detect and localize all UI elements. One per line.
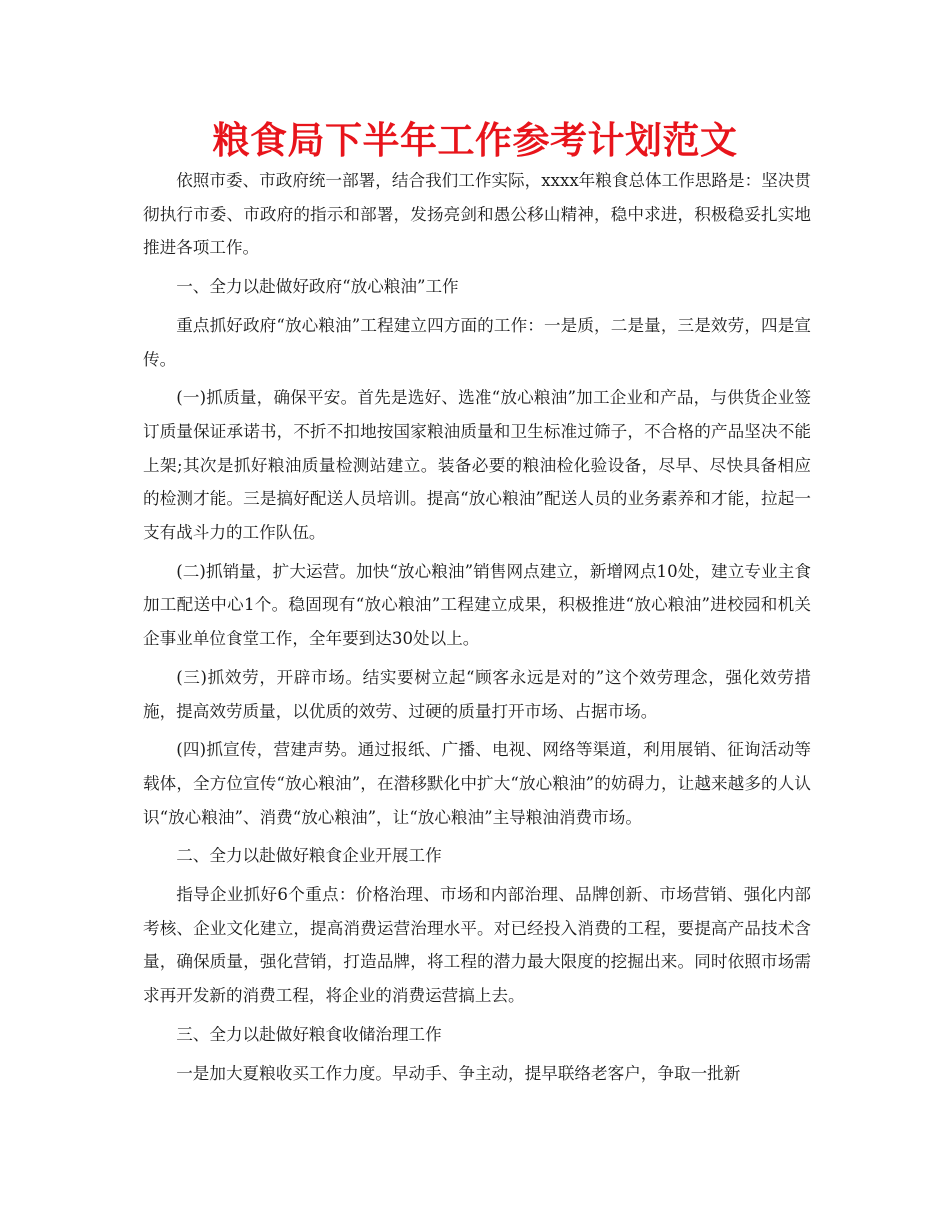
paragraph-intro: 依照市委、市政府统一部署，结合我们工作实际，xxxx年粮食总体工作思路是：坚决贯彻执行市委、市政府的指示和部署，发扬亮剑和愚公移山精神，稳中求进，积极稳妥扎实地推进各项工作。 [143,171,811,258]
paragraph: 一是加大夏粮收买工作力度。早动手、争主动，提早联络老客户，争取一批新 [176,1063,741,1083]
paragraph: (一)抓质量，确保平安。首先是选好、选准“放心粮油”加工企业和产品，与供货企业签订质量保证承诺书，不折不扣地按国家粮油质量和卫生标准过筛子，不合格的产品坚决不能上架;其次是抓好粮油质量检测站建立。装备必要的粮油检化验设备，尽早、尽快具备相应的检测才能。三是搞好配送人员培训。提高“放心粮油”配送人员的业务素养和才能，拉起一支有战斗力的工作队伍。 [143,388,811,543]
paragraph: (四)抓宣传，营建声势。通过报纸、广播、电视、网络等渠道，利用展销、征询活动等载体，全方位宣传“放心粮油”，在潜移默化中扩大“放心粮油”的妨碍力，让越来越多的人认识“放心粮油”、消费“放心粮油”，让“放心粮油”主导粮油消费市场。 [143,740,811,827]
paragraph: (三)抓效劳，开辟市场。结实要树立起“顾客永远是对的”这个效劳理念，强化效劳措施，提高效劳质量，以优质的效劳、过硬的质量打开市场、占据市场。 [143,667,811,721]
section-heading-2: 二、全力以赴做好粮食企业开展工作 [176,846,442,866]
paragraph: (二)抓销量，扩大运营。加快“放心粮油”销售网点建立，新增网点10处，建立专业主食加工配送中心1个。稳固现有“放心粮油”工程建立成果，积极推进“放心粮油”进校园和机关企事业单位食堂工作，全年要到达30处以上。 [143,561,811,649]
paragraph: 指导企业抓好6个重点：价格治理、市场和内部治理、品牌创新、市场营销、强化内部考核、企业文化建立，提高消费运营治理水平。对已经投入消费的工程，要提高产品技术含量，确保质量，强化营销，打造品牌，将工程的潜力最大限度的挖掘出来。同时依照市场需求再开发新的消费工程，将企业的消费运营搞上去。 [143,885,811,1006]
paragraph: 重点抓好政府“放心粮油”工程建立四方面的工作：一是质，二是量，三是效劳，四是宣传。 [143,315,811,369]
document-title: 粮食局下半年工作参考计划范文 [212,119,738,162]
section-heading-3: 三、全力以赴做好粮食收储治理工作 [176,1024,442,1044]
document-body [143,164,811,1095]
section-heading-1: 一、全力以赴做好政府“放心粮油”工作 [176,277,459,297]
